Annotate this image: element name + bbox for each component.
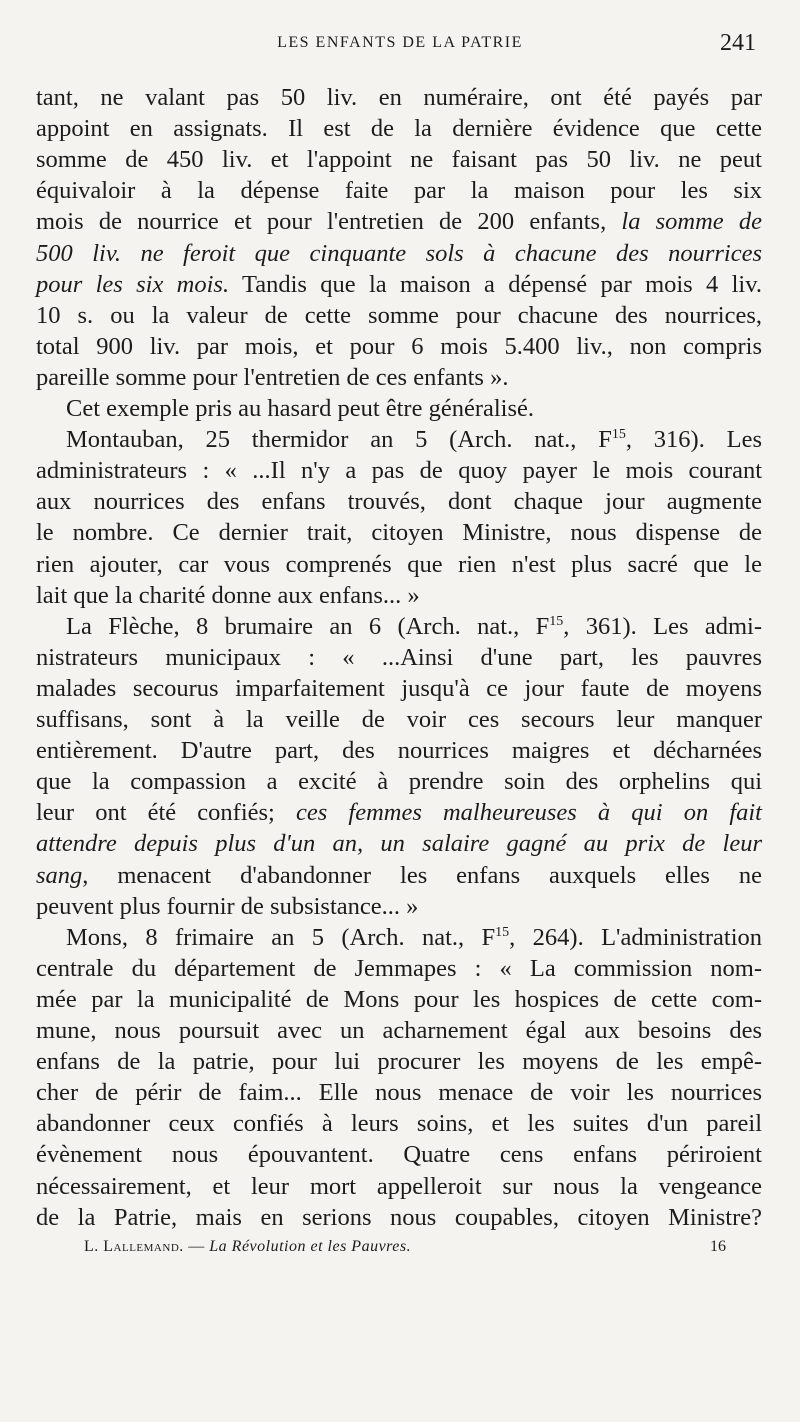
text-line [36,1139,762,1170]
text-line [36,984,762,1015]
text-segment: peuvent plus fournir de subsistance... » [36,892,419,920]
signature-mark: 16 [710,1238,726,1255]
text-segment: aux nourrices des enfans trouvés, dont chaque jour augmente [36,488,762,516]
text-line [36,1077,762,1108]
text-segment: Tandis que la maison a dépensé par mois 4 liv. [229,270,763,298]
text-segment: mée par la municipalité de Mons pour les hospices de cette com- [36,985,762,1013]
text-line [36,113,762,144]
text-segment: entièrement. D'autre part, des nourrices maigres et décharnées [36,737,762,765]
text-line [36,1171,762,1202]
text-line [36,704,762,735]
text-line [36,860,762,891]
text-line [36,300,762,331]
text-segment: mune, nous poursuit avec un acharnement égal aux besoins des [36,1017,762,1044]
text-segment: cher de périr de faim... Elle nous menace de voir les nourrices [36,1079,762,1107]
text-line [36,1202,762,1233]
text-segment: , 264). L'administration [509,923,762,951]
italic-text: sang [36,861,83,889]
text-line [36,82,762,113]
italic-text: 500 liv. ne feroit que cinquante sols à chacune des nourrices [36,239,762,267]
text-line [36,891,762,922]
text-line [66,611,762,642]
text-segment: pareille somme pour l'entretien de ces enfants ». [36,363,509,391]
italic-text: pour les six mois. [36,270,230,298]
text-line [36,549,762,580]
text-segment: rien ajouter, car vous comprenés que rien n'est plus sacré que le [36,550,762,578]
text-line [36,828,762,859]
text-segment: leur ont été confiés; [36,799,296,827]
text-segment: nécessairement, et leur mort appelleroit sur nous la vengeance [36,1172,762,1200]
text-line [36,517,762,548]
text-segment: que la compassion a excité à prendre soin des orphelins qui [36,768,762,796]
text-segment: enfans de la patrie, pour lui procurer les moyens de les empê- [36,1048,762,1076]
text-line [36,238,762,269]
text-segment: de la Patrie, mais en serions nous coupables, citoyen Ministre? [36,1203,762,1231]
text-segment: évènement nous épouvantent. Quatre cens enfans périroient [36,1141,762,1169]
text-line [36,1108,762,1139]
text-segment: Mons, 8 frimaire an 5 (Arch. nat., F [66,923,496,951]
text-segment: total 900 liv. par mois, et pour 6 mois 5.400 liv., non compris [36,332,762,360]
text-line [66,922,762,953]
footer-citation [84,1238,411,1256]
superscript: 15 [495,924,510,940]
text-segment: centrale du département de Jemmapes : « La commission nom- [36,954,762,982]
text-segment: équivaloir à la dépense faite par la maison pour les six [36,177,762,205]
italic-text: attendre depuis plus d'un an, un salaire gagné au prix de leur [36,830,762,858]
footer-author: L. Lallemand. — [84,1238,210,1255]
text-segment: , menacent d'abandonner les enfans auxquels elles ne [82,861,762,889]
text-segment: malades secourus imparfaitement jusqu'à ce jour faute de moyens [36,674,762,702]
text-line [36,269,762,300]
text-line [36,797,762,828]
text-line [36,1046,762,1077]
text-segment: somme de 450 liv. et l'appoint ne faisant pas 50 liv. ne peut [36,146,762,174]
text-line [36,1015,762,1046]
text-line [36,175,762,206]
text-segment: Montauban, 25 thermidor an 5 (Arch. nat., F [66,426,612,454]
text-segment: nistrateurs municipaux : « ...Ainsi d'une part, les pauvres [36,643,762,671]
text-line [36,953,762,984]
italic-text: ces femmes malheureuses à qui on fait [295,799,762,827]
text-segment: lait que la charité donne aux enfans... » [36,581,420,609]
text-line [36,331,762,362]
text-line [66,424,762,455]
running-title: LES ENFANTS DE LA PATRIE [277,34,523,51]
text-segment: 10 s. ou la valeur de cette somme pour chacune des nourrices, [36,301,762,329]
text-segment: mois de nourrice et pour l'entretien de 200 enfants, [36,208,622,236]
text-line [36,144,762,175]
text-line [66,393,762,424]
page-number: 241 [720,30,756,56]
text-segment: suffisans, sont à la veille de voir ces secours leur manquer [36,706,762,733]
superscript: 15 [549,613,564,629]
italic-text: la somme de [621,208,763,236]
superscript: 15 [611,427,626,443]
text-line [36,362,762,393]
text-segment: abandonner ceux confiés à leurs soins, et les suites d'un pareil [36,1110,762,1138]
text-segment: appoint en assignats. Il est de la dernière évidence que cette [36,115,762,143]
text-line [36,673,762,704]
text-line [36,206,762,237]
text-segment: La Flèche, 8 brumaire an 6 (Arch. nat., F [66,612,550,640]
text-line [36,642,762,673]
footer-work-title: La Révolution et les Pauvres. [209,1238,412,1255]
text-segment: le nombre. Ce dernier trait, citoyen Ministre, nous dispense de [36,519,762,547]
text-line [36,735,762,766]
text-segment: , 361). Les admi- [563,612,762,640]
text-line [36,486,762,517]
text-segment: , 316). Les [625,426,762,454]
text-segment: tant, ne valant pas 50 liv. en numéraire, ont été payés par [36,84,762,111]
text-line [36,580,762,611]
text-segment: Cet exemple pris au hasard peut être généralisé. [66,395,535,422]
text-line [36,766,762,797]
text-line [36,455,762,486]
text-segment: administrateurs : « ...Il n'y a pas de quoy payer le mois courant [36,457,762,485]
